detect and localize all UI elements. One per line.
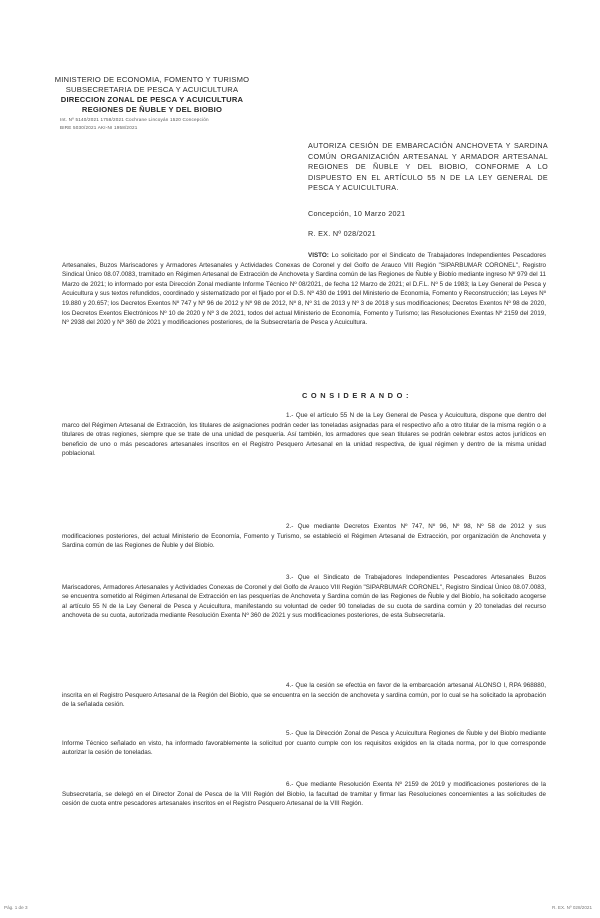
footer-page-number: Pág. 1 de 3 — [4, 905, 28, 910]
resolution-number: R. EX. Nº 028/2021 — [308, 229, 376, 238]
considerando-heading: CONSIDERANDO: — [302, 391, 413, 400]
address-line-2: BIRE 5030/2021 AKI-NI 1958/2021 — [60, 125, 138, 130]
visto-label: VISTO: — [308, 252, 329, 259]
visto-paragraph — [62, 251, 546, 328]
considerando-paragraph-6: 6.- Que mediante Resolución Exenta Nº 2159 de 2019 y modificaciones posteriores de la Subsecretaría, se delegó en el Director Zonal de Pesca de la VIII Región del Biobío, la facultad de tramitar y firmar las Resoluciones concernientes a las solicitudes de cesión de cuota entre pescadores artesanales inscritos en el Registro Pesquero Artesanal de la VIII Región. — [62, 781, 546, 808]
ministry-name: MINISTERIO DE ECONOMIA, FOMENTO Y TURISMO — [54, 75, 250, 84]
resolution-title: AUTORIZA CESIÓN DE EMBARCACIÓN ANCHOVETA Y SARDINA COMÚN ORGANIZACIÓN ARTESANAL Y ARMADOR ARTESANAL REGIONES DE ÑUBLE Y DEL BIOBIO, CONFORME A LO DISPUESTO EN EL ARTÍCULO 55 N DE LA LEY GENERAL DE PESCA Y ACUICULTURA. — [308, 141, 548, 192]
place-date: Concepción, 10 Marzo 2021 — [308, 209, 406, 218]
considerando-paragraph-5: 5.- Que la Dirección Zonal de Pesca y Acuicultura Regiones de Ñuble y del Biobío mediante Informe Técnico señalado en visto, ha informado favorablemente la solicitud por cuanto cumple con los requisitos exigidos en la citada norma, por lo que corresponde autorizar la cesión de toneladas. — [62, 730, 546, 757]
footer-reference: R. EX. Nº 028/2021 — [552, 905, 592, 910]
visto-text: Lo solicitado por el Sindicato de Trabajadores Independientes Pescadores Artesanales, Buzos Mariscadores y Armadores Artesanales y Actividades Conexas de Coronel y del Golfo de Arauco VIII Región "SIPARBUMAR CORONEL", Registro Sindical Único 08.07.0083, tramitado en Régimen Artesanal de Extracción de Anchoveta y Sardina común de las Regiones de Ñuble y Biobío mediante ingreso Nº 979 del 11 Marzo de 2021; lo informado por esta Dirección Zonal mediante Informe Técnico Nº 08/2021, de fecha 12 Marzo de 2021; el D.F.L. Nº 5 de 1983; la Ley General de Pesca y Acuicultura y sus textos refundidos, coordinado y sistematizado por el fijado por el D.S. Nº 430 de 1991 del Ministerio de Economía, Fomento y Reconstrucción; las Leyes Nº 19.880 y 20.657; los Decretos Exentos Nº 747 y Nº 96 de 2012 y Nº 98 de 2012, Nº 8, Nº 31 de 2013 y Nº 3 de 2018 y sus modificaciones; Decretos Exentos Nº 98 de 2020, los Decretos Exentos Electrónicos Nº 10 de 2020 y Nº 3 de 2021, todos del actual Ministerio de Economía, Fomento y Turismo; las Resoluciones Exentas Nº 2159 del 2019, Nº 2938 del 2020 y Nº 360 de 2021 y modificaciones posteriores, de la Subsecretaría de Pesca y Acuicultura. — [62, 252, 546, 327]
considerando-paragraph-2: 2.- Que mediante Decretos Exentos Nº 747, Nº 96, Nº 98, Nº 58 de 2012 y sus modificaciones posteriores, del actual Ministerio de Economía, Fomento y Turismo, se estableció el Régimen Artesanal de Extracción, por organización de Anchoveta y Sardina común de las Regiones de Ñuble y del Biobío. — [62, 523, 546, 550]
considerando-paragraph-3: 3.- Que el Sindicato de Trabajadores Independientes Pescadores Artesanales Buzos Mariscadores, Armadores Artesanales y Actividades Conexas de Coronel y del Golfo de Arauco VIII Región "SIPARBUMAR CORONEL", Registro Sindical Único 08.07.0083, se encuentra sometido al Régimen Artesanal de Extracción en las pesquerías de Anchoveta y Sardina común de las Regiones de Ñuble y del Biobío, ha solicitado acogerse al artículo 55 N de la Ley General de Pesca y Acuicultura, manifestando su voluntad de ceder 90 toneladas de su cuota de sardina común y 20 toneladas del recurso anchoveta de su cuota, autorizada mediante Resolución Exenta Nº 360 de 2021 y sus modificaciones posteriores, de esta Subsecretaría. — [62, 574, 546, 620]
direction-name: DIRECCION ZONAL DE PESCA Y ACUICULTURA — [60, 95, 244, 104]
address-line-1: Int. Nº 5140/2021 1758/2021 Cochrane Lincoyán 1520 Concepción — [60, 117, 209, 122]
regions-name: REGIONES DE ÑUBLE Y DEL BIOBIO — [81, 105, 223, 114]
considerando-paragraph-1: 1.- Que el artículo 55 N de la Ley General de Pesca y Acuicultura, dispone que dentro del marco del Régimen Artesanal de Extracción, los titulares de asignaciones podrán ceder las toneladas asignadas para el respectivo año a otro titular de la misma región o a titulares de otras regiones, siempre que se trate de una unidad de pesquería. Así también, los armadores que sean titulares se podrán celebrar estos actos jurídicos en beneficio de uno o más pescadores artesanales inscritos en el Registro Pesquero Artesanal en la unidad respectiva, de igual régimen y dentro de la misma unidad poblacional. — [62, 412, 546, 458]
considerando-paragraph-4: 4.- Que la cesión se efectúa en favor de la embarcación artesanal ALONSO I, RPA 968880, inscrita en el Registro Pesquero Artesanal de la Región del Biobío, que se encuentra en la sección de anchoveta y sardina común, por lo cual se ha solicitado la aprobación de la señalada cesión. — [62, 682, 546, 709]
subsecretaria-name: SUBSECRETARIA DE PESCA Y ACUICULTURA — [65, 85, 239, 94]
ministry-header — [52, 75, 252, 131]
